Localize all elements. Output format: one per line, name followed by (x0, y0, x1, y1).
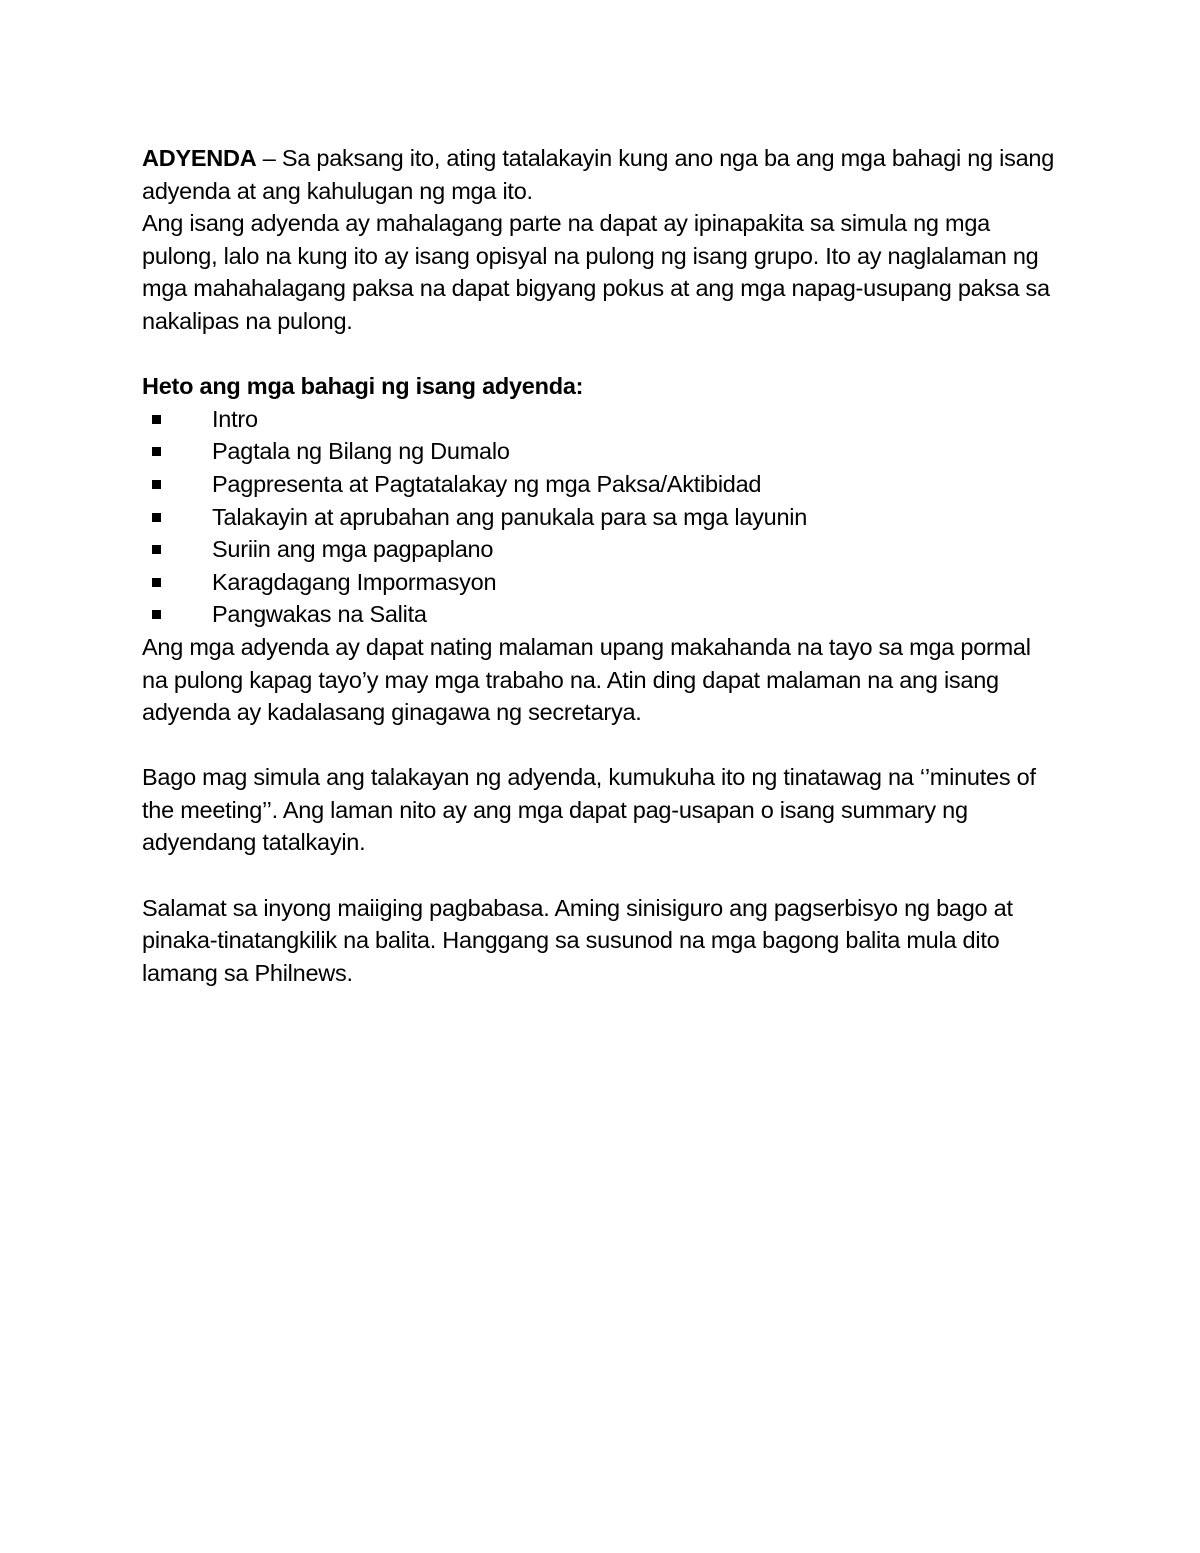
square-bullet-icon (152, 610, 161, 619)
square-bullet-icon (152, 480, 161, 489)
list-item (142, 533, 1062, 566)
document-page (142, 142, 1062, 989)
list-item-text: Talakayin at aprubahan ang panukala para sa mga layunin (212, 503, 808, 530)
intro-text: – Sa paksang ito, ating tatalakayin kung ano nga ba ang mga bahagi ng isang adyenda at ang kahulugan ng mga ito. (142, 145, 1055, 204)
minutes-paragraph: Bago mag simula ang talakayan ng adyenda, kumukuha ito ng tinatawag na ‘’minutes of the meeting’’. Ang laman nito ay ang mga dapat pag-usapan o isang summary ng adyendang tatalkayin. (142, 764, 1036, 856)
list-item-text: Pangwakas na Salita (212, 601, 427, 628)
square-bullet-icon (152, 447, 161, 456)
list-item-text: Suriin ang mga pagpaplano (212, 536, 494, 563)
intro-paragraph (142, 142, 1062, 207)
after-list-paragraph: Ang mga adyenda ay dapat nating malaman upang makahanda na tayo sa mga pormal na pulong kapag tayo’y may mga trabaho na. Atin ding dapat malaman na ang isang adyenda ay kadalasang ginagawa ng secretarya. (142, 633, 1031, 726)
list-item-text: Intro (212, 405, 258, 432)
spacer (142, 338, 1062, 371)
list-item-text: Pagtala ng Bilang ng Dumalo (212, 438, 510, 465)
square-bullet-icon (152, 415, 161, 424)
adyenda-heading: ADYENDA (142, 145, 257, 171)
list-item (142, 566, 1062, 599)
square-bullet-icon (152, 513, 161, 522)
list-item-text: Pagpresenta at Pagtatalakay ng mga Paksa/Aktibidad (212, 470, 762, 497)
list-item (142, 403, 1062, 436)
spacer (142, 729, 1062, 762)
square-bullet-icon (152, 545, 161, 554)
list-item (142, 501, 1062, 534)
list-item-text: Karagdagang Impormasyon (212, 568, 497, 595)
spacer (142, 859, 1062, 892)
parts-list (142, 403, 1062, 631)
closing-paragraph: Salamat sa inyong maiiging pagbabasa. Aming sinisiguro ang pagserbisyo ng bago at pinaka-tinatangkilik na balita. Hanggang sa susunod na mga bagong balita mula dito lamang sa Philnews. (142, 894, 1013, 986)
list-item (142, 435, 1062, 468)
list-item (142, 598, 1062, 631)
definition-paragraph: Ang isang adyenda ay mahalagang parte na dapat ay ipinapakita sa simula ng mga pulong, lalo na kung ito ay isang opisyal na pulong ng isang grupo. Ito ay naglalaman ng mga mahahalagang paksa na dapat bigyang pokus at ang mga napag-usupang paksa sa nakalipas na pulong. (142, 210, 1050, 334)
parts-heading: Heto ang mga bahagi ng isang adyenda: (142, 373, 584, 400)
square-bullet-icon (152, 578, 161, 587)
list-item (142, 468, 1062, 501)
